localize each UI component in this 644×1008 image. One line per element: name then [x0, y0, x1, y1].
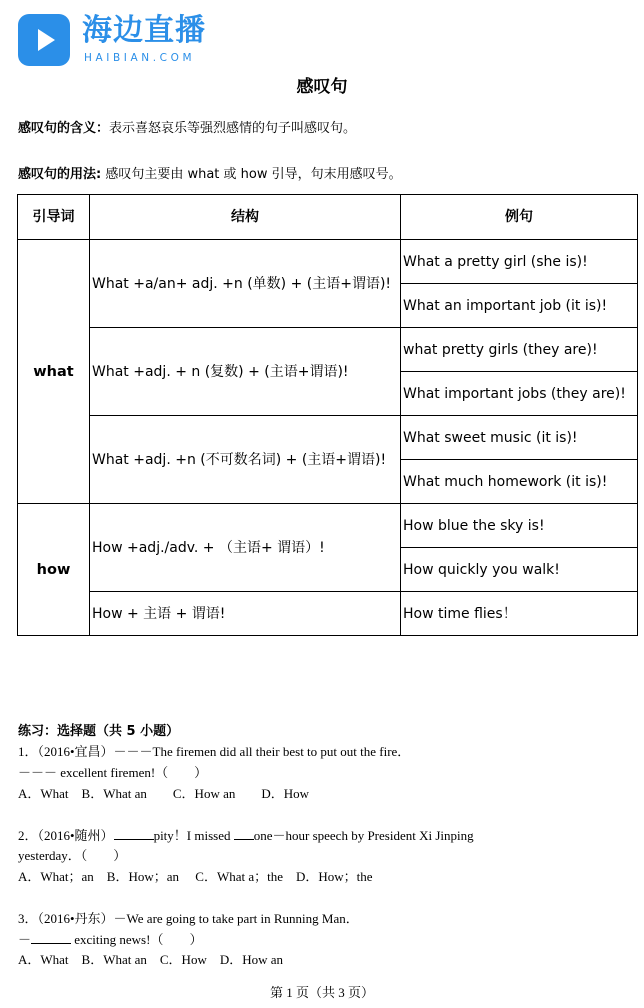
- header-example: 例句: [401, 195, 638, 240]
- table-row: [18, 504, 638, 548]
- example-cell: How blue the sky is!: [401, 504, 638, 548]
- question-3-line-2: [18, 931, 202, 949]
- question-2-options: A．What；an B．How；an C．What a；the D．How；the: [18, 869, 373, 884]
- leading-word-what: what: [18, 240, 90, 504]
- answer-blank: [234, 827, 254, 840]
- header-structure: 结构: [90, 195, 401, 240]
- question-1-line-1: 1．（2016•宜昌）－－－The firemen did all their best to put out the fire．: [18, 744, 411, 759]
- question-3-part-b: exciting news!（ ）: [71, 932, 203, 947]
- example-cell: What a pretty girl (she is)!: [401, 240, 638, 284]
- example-cell: what pretty girls (they are)!: [401, 328, 638, 372]
- example-cell: How quickly you walk!: [401, 548, 638, 592]
- page-title: 感叹句: [296, 77, 348, 97]
- definition-text: 表示喜怒哀乐等强烈感情的句子叫感叹句。: [109, 121, 357, 136]
- example-cell: How time flies！: [401, 592, 638, 636]
- logo-subtext: HAIBIAN.COM: [84, 52, 196, 64]
- question-1-options: A．What B．What an C．How an D．How: [18, 786, 310, 801]
- example-cell: What important jobs (they are)!: [401, 372, 638, 416]
- table-row: [18, 240, 638, 284]
- question-3-part-a: －: [18, 932, 32, 947]
- usage-line: [18, 166, 402, 184]
- structure-cell: How +adj./adv. + （主语+ 谓语）!: [90, 504, 401, 592]
- grammar-table: [17, 194, 638, 636]
- exercise-heading: 练习：选择题（共 5 小题）: [18, 724, 180, 739]
- question-2-part-1: 2．（2016•随州）: [18, 828, 114, 843]
- question-1-line-2: －－－ excellent firemen!（ ）: [18, 765, 208, 780]
- question-3-line-1: 3．（2016•丹东）－We are going to take part in Running Man．: [18, 911, 359, 926]
- example-cell: What sweet music (it is)!: [401, 416, 638, 460]
- question-2-part-3: one－hour speech by President Xi Jinping: [253, 828, 474, 843]
- table-header-row: [18, 195, 638, 240]
- header-leading-word: 引导词: [18, 195, 90, 240]
- structure-cell: What +adj. +n (不可数名词) + (主语+谓语)!: [90, 416, 401, 504]
- logo-icon: [18, 14, 70, 66]
- structure-cell: What +a/an+ adj. +n (单数) + (主语+谓语)!: [90, 240, 401, 328]
- table-row: [18, 328, 638, 372]
- play-icon: [18, 14, 70, 66]
- table-row: [18, 592, 638, 636]
- structure-cell: What +adj. + n (复数) + (主语+谓语)!: [90, 328, 401, 416]
- definition-line: [18, 120, 356, 138]
- question-2-line-2: yesterday．（ ）: [18, 848, 127, 863]
- answer-blank: [114, 827, 154, 840]
- question-2-line-1: [18, 827, 474, 845]
- usage-text: 感叹句主要由 what 或 how 引导，句末用感叹号。: [101, 167, 402, 182]
- page-number: 第 1 页（共 3 页）: [269, 985, 374, 1000]
- usage-label: 感叹句的用法:: [18, 167, 102, 182]
- answer-blank: [31, 931, 71, 944]
- example-cell: What much homework (it is)!: [401, 460, 638, 504]
- logo-text: 海边直播: [82, 13, 206, 48]
- structure-cell: How + 主语 + 谓语!: [90, 592, 401, 636]
- example-cell: What an important job (it is)!: [401, 284, 638, 328]
- table-row: [18, 416, 638, 460]
- question-2-part-2: pity！I missed: [153, 828, 234, 843]
- question-3-options: A．What B．What an C．How D．How an: [18, 952, 284, 967]
- leading-word-how: how: [18, 504, 90, 636]
- definition-label: 感叹句的含义：: [18, 121, 110, 136]
